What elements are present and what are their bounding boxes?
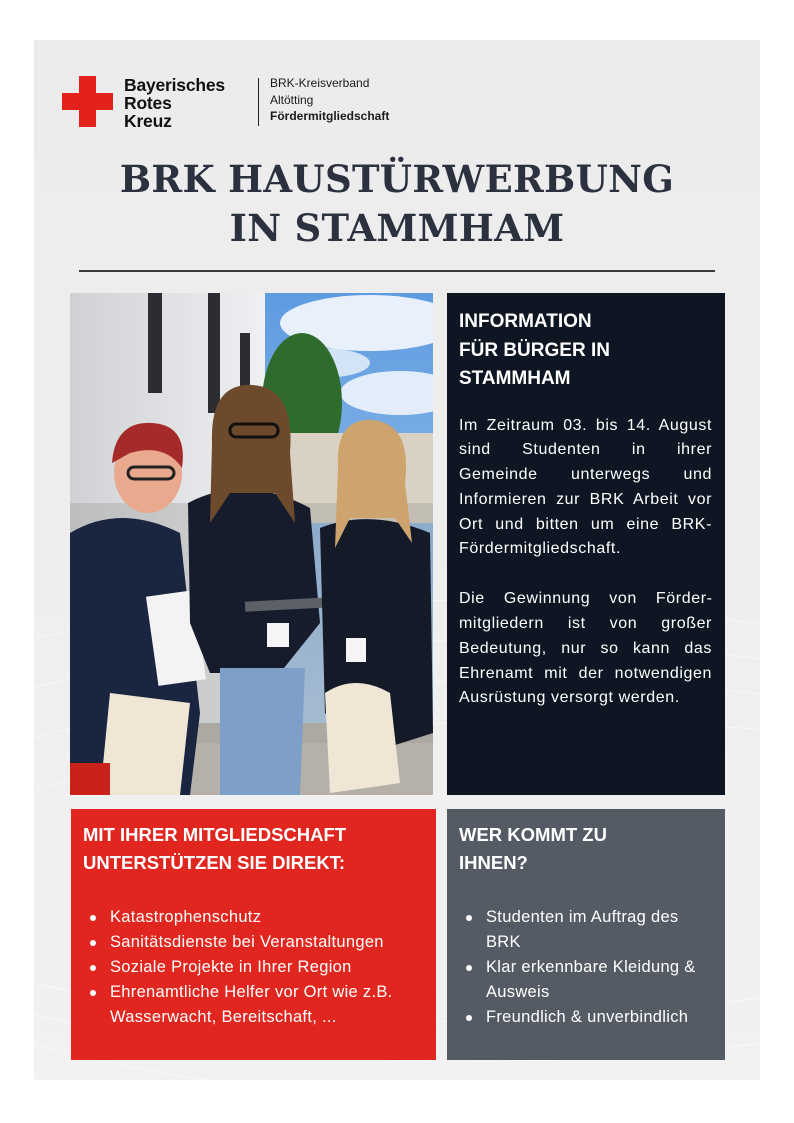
org-name: BRK-Kreisverband bbox=[270, 76, 370, 90]
list-item: Soziale Projekte in Ihrer Region bbox=[83, 955, 424, 980]
info-paragraph-2: Die Gewinnung von Fördermitgliedern ist von großer Bedeutung, nur so kann das Ehrenamt mit der notwendigen Ausrüstung versorgt werden. bbox=[459, 590, 712, 707]
logo-line: Rotes bbox=[124, 93, 172, 113]
visitors-heading bbox=[459, 821, 713, 877]
logo-line: Kreuz bbox=[124, 111, 172, 131]
red-cross-logo-icon bbox=[62, 76, 113, 127]
visitors-list bbox=[459, 905, 713, 1030]
header-divider bbox=[258, 78, 259, 126]
info-heading-line: FÜR BÜRGER IN bbox=[459, 339, 610, 361]
info-paragraph-1: Im Zeitraum 03. bis 14. August sind Studenten in ihrer Gemeinde unterwegs und Informieren zur BRK Arbeit vor Ort und bitten um eine BRK-Fördermitgliedschaft. bbox=[459, 416, 712, 558]
support-heading-line: MIT IHRER MITGLIEDSCHAFT bbox=[83, 824, 347, 845]
list-item: Freundlich & unverbindlich bbox=[459, 1005, 713, 1030]
page-title bbox=[70, 155, 724, 253]
support-heading-line: UNTERSTÜTZEN SIE DIREKT: bbox=[83, 852, 346, 873]
title-line: BRK HAUSTÜRWERBUNG bbox=[119, 157, 675, 201]
title-underline bbox=[79, 270, 715, 272]
info-heading-line: INFORMATION bbox=[459, 311, 592, 332]
logo-line: Bayerisches bbox=[124, 75, 225, 95]
list-item: Katastrophenschutz bbox=[83, 905, 424, 930]
support-heading bbox=[83, 821, 424, 877]
brk-logo-wordmark bbox=[124, 76, 225, 130]
org-department: Fördermitgliedschaft bbox=[270, 109, 390, 123]
visitors-panel bbox=[447, 809, 725, 1060]
list-item: Ehrenamtliche Helfer vor Ort wie z.B. Wasserwacht, Bereitschaft, ... bbox=[83, 980, 424, 1030]
visitors-heading-line: IHNEN? bbox=[459, 852, 528, 873]
info-heading bbox=[459, 308, 712, 394]
visitors-heading-line: WER KOMMT ZU bbox=[459, 824, 607, 845]
list-item: Sanitätsdienste bei Veranstaltungen bbox=[83, 930, 424, 955]
list-item: Studenten im Auftrag des BRK bbox=[459, 905, 713, 955]
info-panel bbox=[447, 293, 725, 795]
info-heading-line: STAMMHAM bbox=[459, 368, 571, 389]
list-item: Klar erkennbare Kleidung & Ausweis bbox=[459, 955, 713, 1005]
organisation-info bbox=[270, 75, 389, 125]
support-list bbox=[83, 905, 424, 1030]
title-line: IN STAMMHAM bbox=[229, 206, 565, 250]
support-panel bbox=[71, 809, 436, 1060]
volunteers-photo bbox=[70, 293, 433, 795]
org-location: Altötting bbox=[270, 92, 314, 107]
